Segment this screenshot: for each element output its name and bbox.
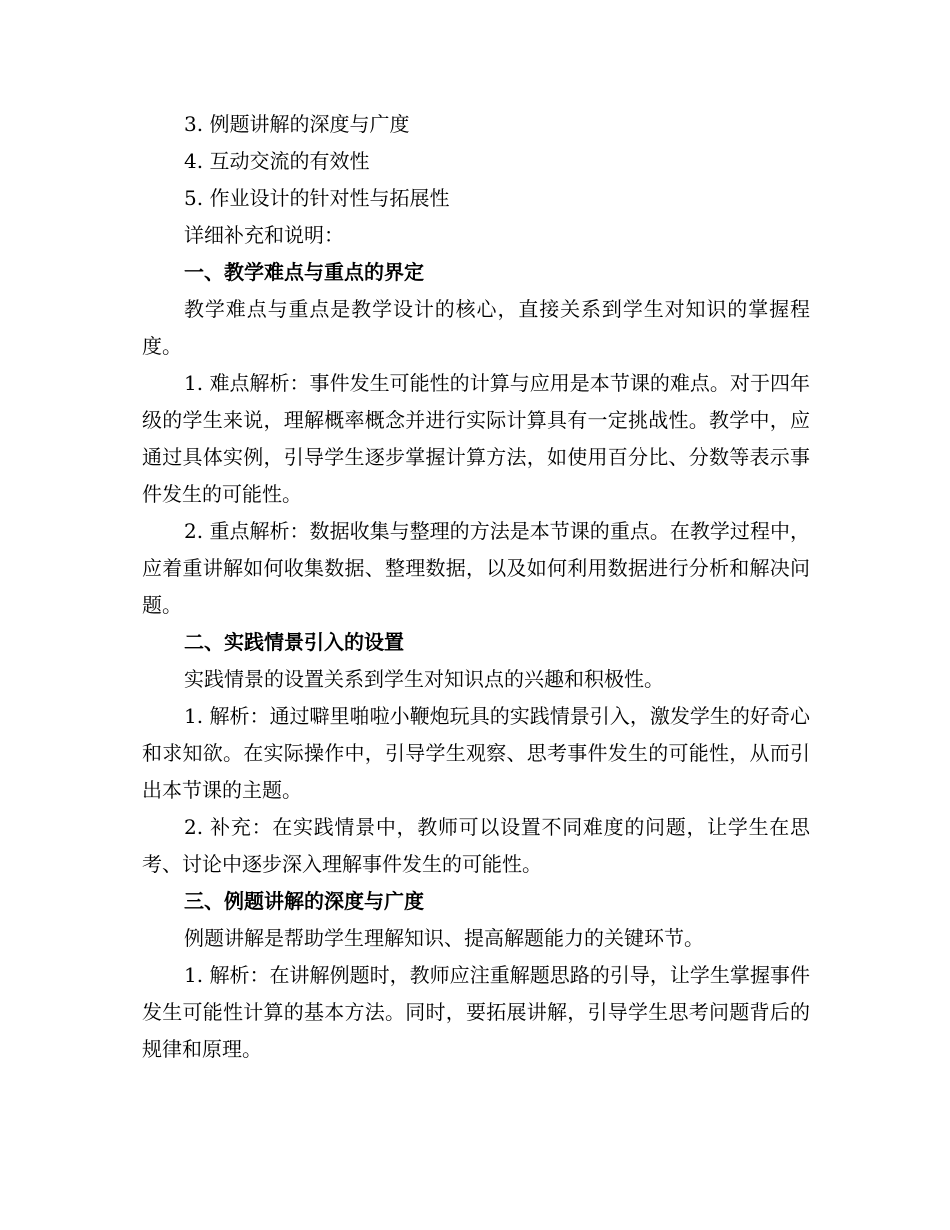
list-item: 4. 互动交流的有效性 [184, 149, 370, 173]
section-heading: 二、实践情景引入的设置 [184, 630, 404, 654]
list-item: 3. 例题讲解的深度与广度 [184, 112, 410, 136]
paragraph: 2. 重点解析：数据收集与整理的方法是本节课的重点。在教学过程中，应着重讲解如何收集数据、整理数据，以及如何利用数据进行分析和解决问题。 [142, 519, 810, 617]
paragraph: 1. 解析：在讲解例题时，教师应注重解题思路的引导，让学生掌握事件发生可能性计算的基本方法。同时，要拓展讲解，引导学生思考问题背后的规律和原理。 [142, 963, 810, 1061]
paragraph: 2. 补充：在实践情景中，教师可以设置不同难度的问题，让学生在思考、讨论中逐步深入理解事件发生的可能性。 [142, 815, 810, 876]
section-heading: 三、例题讲解的深度与广度 [184, 889, 424, 913]
paragraph: 实践情景的设置关系到学生对知识点的兴趣和积极性。 [184, 667, 664, 691]
section-heading: 一、教学难点与重点的界定 [184, 260, 424, 284]
paragraph: 教学难点与重点是教学设计的核心，直接关系到学生对知识的掌握程度。 [142, 297, 810, 358]
document-body [142, 106, 810, 1068]
list-item: 5. 作业设计的针对性与拓展性 [184, 186, 450, 210]
paragraph: 例题讲解是帮助学生理解知识、提高解题能力的关键环节。 [184, 926, 704, 950]
paragraph: 详细补充和说明： [184, 223, 344, 247]
paragraph: 1. 解析：通过噼里啪啦小鞭炮玩具的实践情景引入，激发学生的好奇心和求知欲。在实际操作中，引导学生观察、思考事件发生的可能性，从而引出本节课的主题。 [142, 704, 810, 802]
paragraph: 1. 难点解析：事件发生可能性的计算与应用是本节课的难点。对于四年级的学生来说，理解概率概念并进行实际计算具有一定挑战性。教学中，应通过具体实例，引导学生逐步掌握计算方法，如使用百分比、分数等表示事件发生的可能性。 [142, 371, 810, 506]
